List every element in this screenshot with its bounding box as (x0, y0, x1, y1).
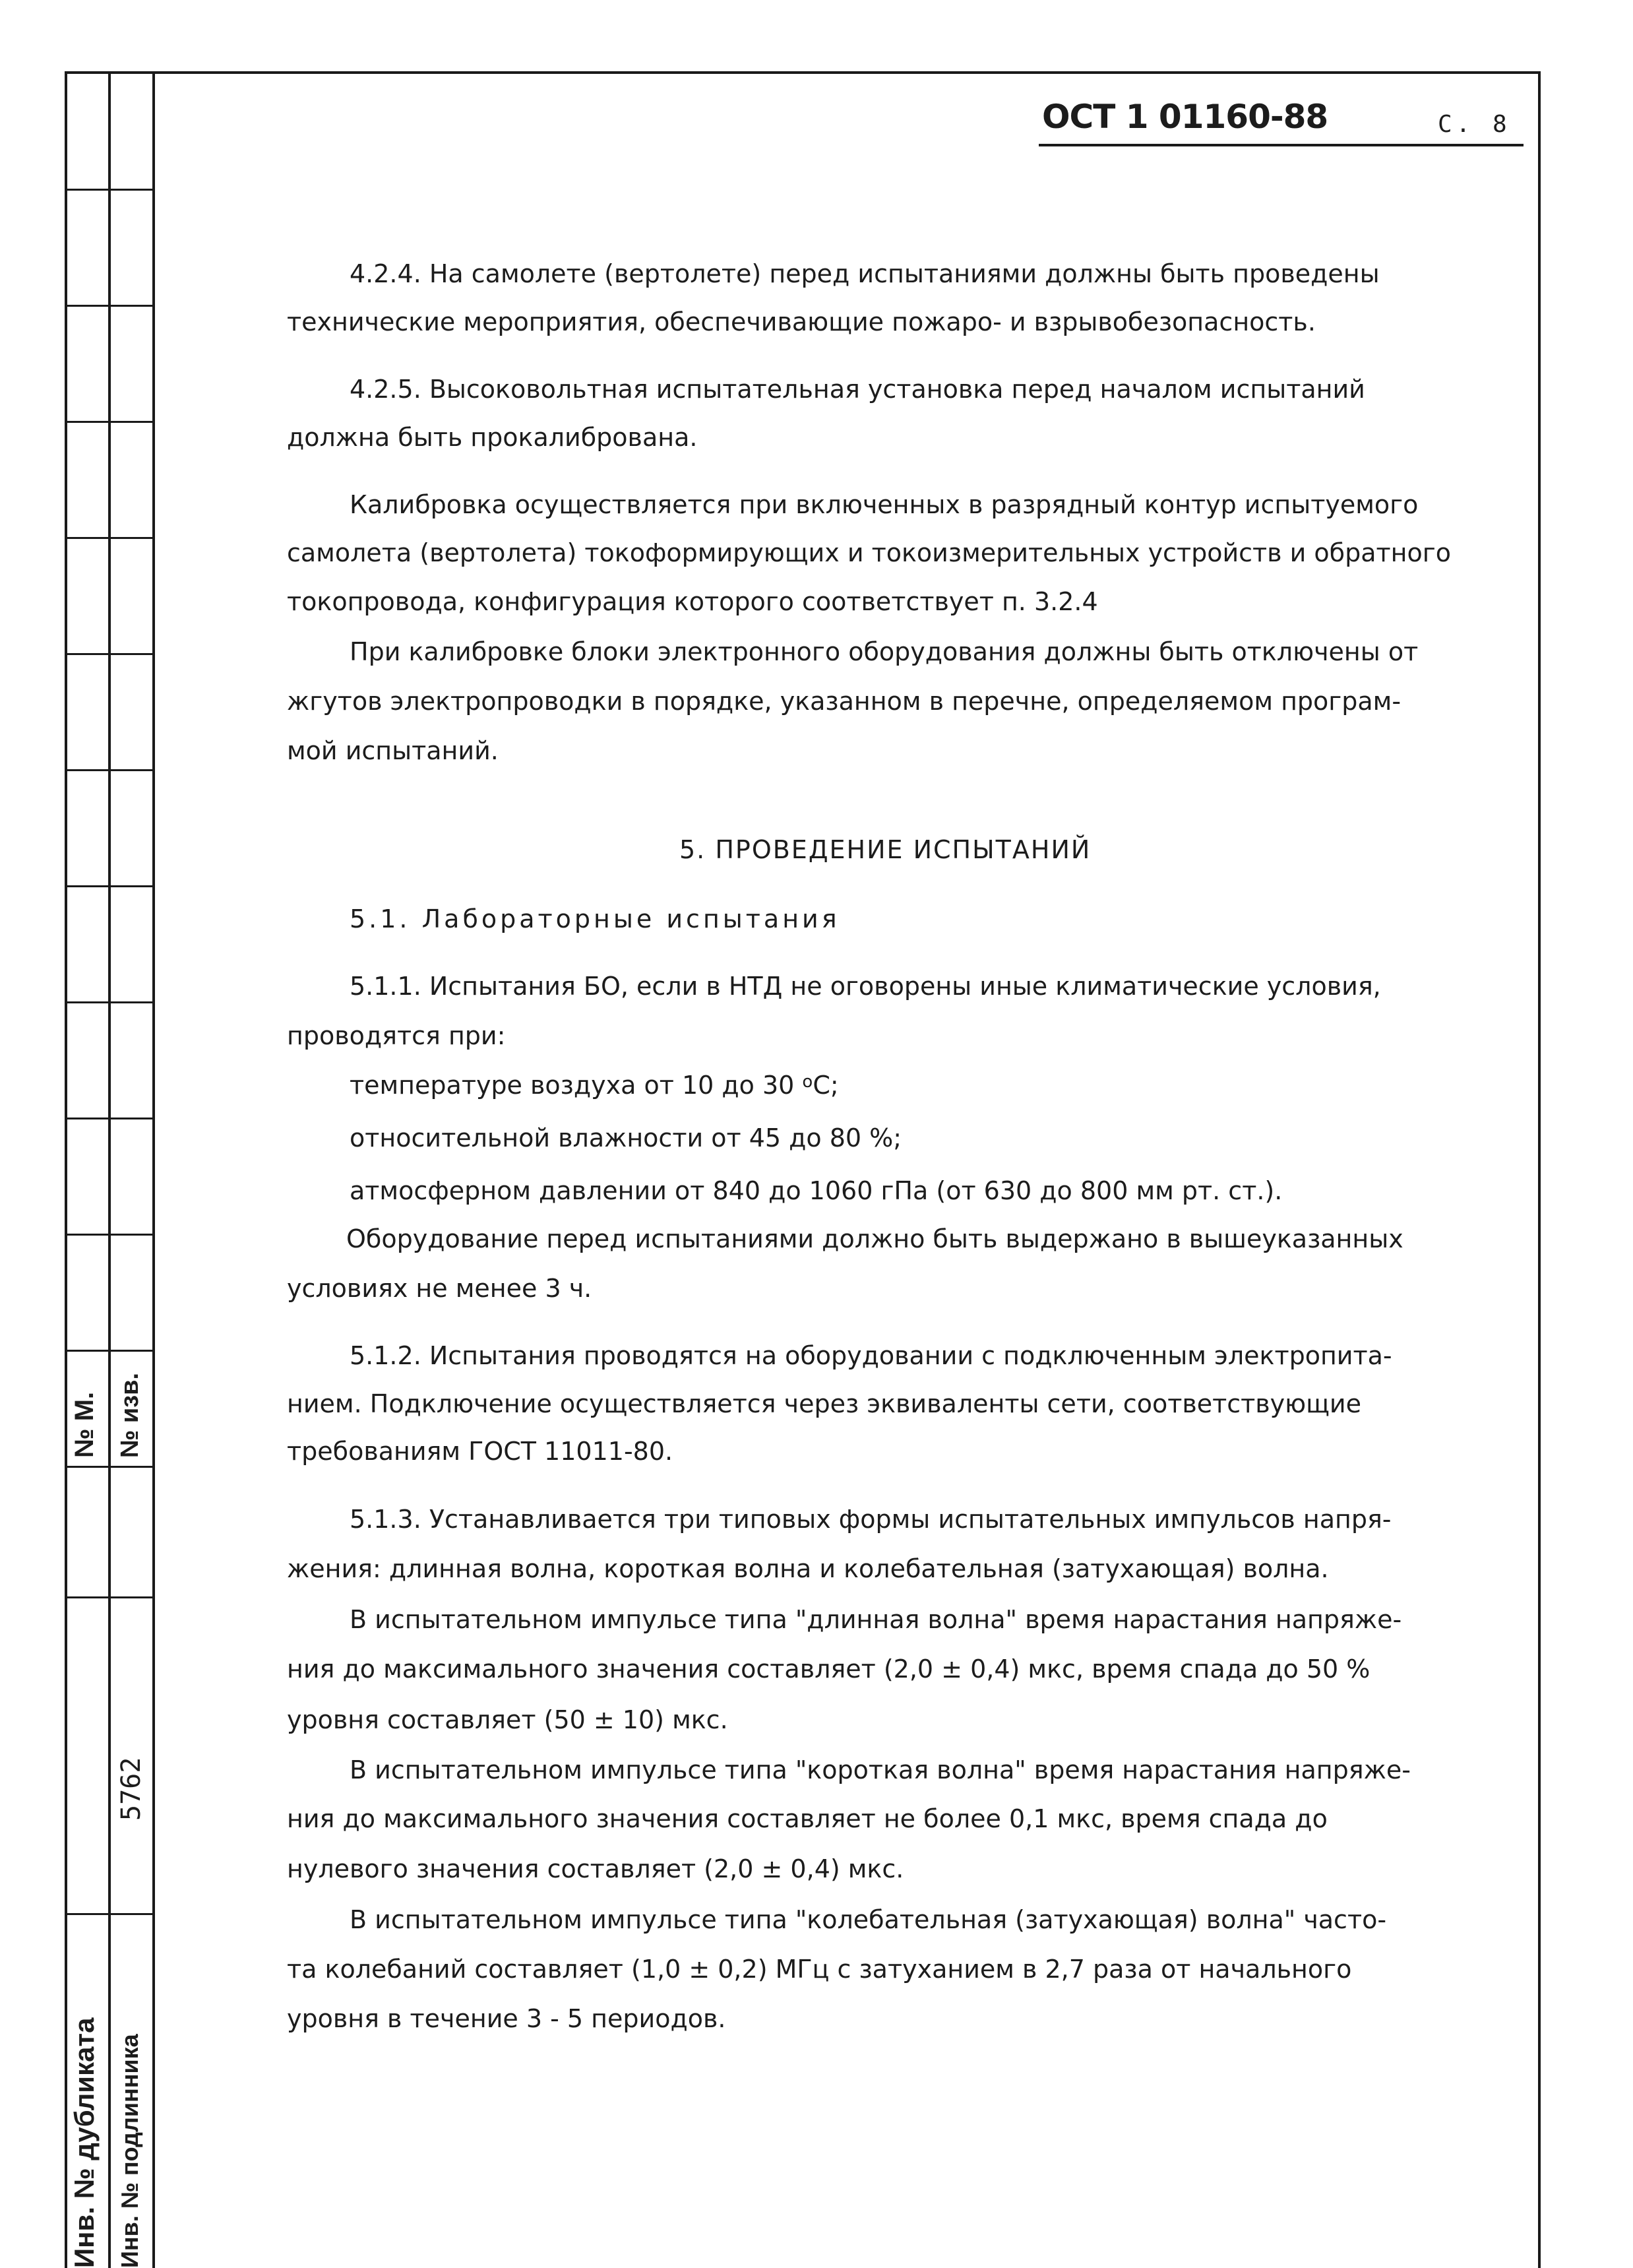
hold-line-1: Оборудование перед испытаниями должно быть выдержано в вышеуказанных (346, 1224, 1403, 1253)
oscillating-wave-line-3: уровня в течение 3 - 5 периодов. (287, 2004, 726, 2033)
temperature-unit: С; (813, 1071, 839, 1100)
long-wave-line-1: В испытательном импульсе типа "длинная волна" время нарастания напряже- (350, 1605, 1402, 1634)
long-wave-line-3: уровня составляет (50 ± 10) мкс. (287, 1705, 728, 1734)
margin-tick (65, 305, 155, 307)
margin-tick (65, 421, 155, 423)
p-5-1-1-line-1: 5.1.1. Испытания БО, если в НТД не оговорены иные климатические условия, (350, 972, 1381, 1001)
page-right-border (1538, 71, 1541, 2268)
no-izv-label: № изв. (116, 1372, 144, 1458)
margin-tick (65, 653, 155, 655)
long-wave-line-2: ния до максимального значения составляет (2,0 ± 0,4) мкс, время спада до 50 % (287, 1654, 1371, 1684)
p-5-1-2-line-2: нием. Подключение осуществляется через эквиваленты сети, соответствующие (287, 1389, 1362, 1418)
margin-tick (65, 1001, 155, 1003)
margin-tick (65, 885, 155, 887)
margin-outer-line (65, 71, 67, 2268)
no-m-label: № М. (70, 1391, 99, 1458)
short-wave-line-1: В испытательном импульсе типа "короткая волна" время нарастания напряже- (350, 1755, 1411, 1784)
margin-tick (65, 1350, 155, 1352)
margin-inner-line (152, 71, 155, 2268)
oscillating-wave-line-1: В испытательном импульсе типа "колебательная (затухающая) волна" часто- (350, 1905, 1387, 1934)
margin-tick (65, 1466, 155, 1468)
calibration-line-1: Калибровка осуществляется при включенных в разрядный контур испытуемого (350, 490, 1419, 519)
margin-middle-line (108, 71, 111, 2268)
section-title: 5. ПРОВЕДЕНИЕ ИСПЫТАНИЙ (679, 835, 1092, 864)
p-5-1-3-line-2: жения: длинная волна, короткая волна и колебательная (затухающая) волна. (287, 1554, 1329, 1583)
p-4-2-5-line-2: должна быть прокалибрована. (287, 423, 698, 452)
p-4-2-4-line-1: 4.2.4. На самолете (вертолете) перед испытаниями должны быть проведены (350, 259, 1380, 288)
page-top-border (66, 71, 1540, 74)
disconnect-line-3: мой испытаний. (287, 736, 499, 765)
margin-tick (65, 537, 155, 539)
p-5-1-2-line-1: 5.1.2. Испытания проводятся на оборудовании с подключенным электропита- (350, 1341, 1392, 1370)
temperature-text: температуре воздуха от 10 до 30 (350, 1071, 803, 1100)
calibration-line-2: самолета (вертолета) токоформирующих и токоизмерительных устройств и обратного (287, 538, 1451, 567)
temperature-line (350, 1072, 839, 1098)
inv-original-value: 5762 (116, 1757, 146, 1821)
margin-tick (65, 189, 155, 191)
hold-line-2: условиях не менее 3 ч. (287, 1274, 592, 1303)
calibration-line-3: токопровода, конфигурация которого соответствует п. 3.2.4 (287, 587, 1098, 616)
inv-duplicate-label: Инв. № дубликата (69, 2017, 100, 2268)
margin-tick (65, 1234, 155, 1236)
header-underline (1039, 144, 1524, 146)
margin-tick (65, 769, 155, 771)
disconnect-line-1: При калибровке блоки электронного оборудования должны быть отключены от (350, 637, 1419, 666)
degree-sup: о (802, 1072, 813, 1092)
margin-tick (65, 1913, 155, 1915)
page-number: С. 8 (1438, 111, 1511, 138)
p-5-1-2-line-3: требованиям ГОСТ 11011-80. (287, 1437, 673, 1466)
short-wave-line-3: нулевого значения составляет (2,0 ± 0,4) мкс. (287, 1854, 904, 1883)
p-4-2-5-line-1: 4.2.5. Высоковольтная испытательная установка перед началом испытаний (350, 375, 1365, 404)
margin-tick (65, 1596, 155, 1598)
disconnect-line-2: жгутов электропроводки в порядке, указанном в перечне, определяемом програм- (287, 687, 1402, 716)
inv-original-label: Инв. № подлинника (116, 2034, 143, 2268)
p-5-1-3-line-1: 5.1.3. Устанавливается три типовых формы испытательных импульсов напря- (350, 1505, 1392, 1534)
margin-tick (65, 1118, 155, 1119)
oscillating-wave-line-2: та колебаний составляет (1,0 ± 0,2) МГц с затуханием в 2,7 раза от начального (287, 1955, 1352, 1984)
humidity-line: относительной влажности от 45 до 80 %; (350, 1123, 902, 1152)
p-5-1-1-line-2: проводятся при: (287, 1021, 506, 1050)
pressure-line: атмосферном давлении от 840 до 1060 гПа (от 630 до 800 мм рт. ст.). (350, 1176, 1283, 1205)
short-wave-line-2: ния до максимального значения составляет не более 0,1 мкс, время спада до (287, 1804, 1328, 1833)
p-4-2-4-line-2: технические мероприятия, обеспечивающие пожаро- и взрывобезопасность. (287, 307, 1316, 336)
document-code: ОСТ 1 01160-88 (1042, 98, 1328, 136)
subsection-title: 5.1. Лабораторные испытания (350, 904, 840, 933)
